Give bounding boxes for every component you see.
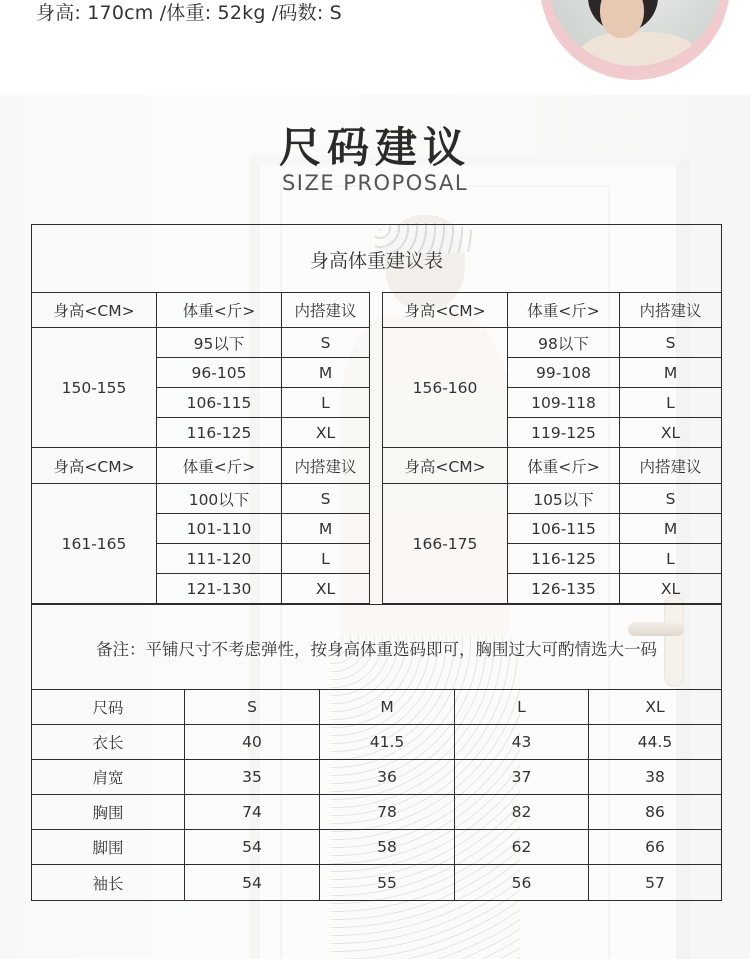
column-header: 身高<CM> — [383, 293, 508, 328]
size-cell: L — [282, 544, 370, 574]
size-cell: S — [620, 328, 722, 358]
table-row — [32, 484, 370, 514]
table-row — [383, 484, 722, 514]
measurement-value: 86 — [589, 795, 722, 830]
garment-size-table — [31, 689, 722, 901]
table-row — [32, 328, 370, 358]
table-header-row — [383, 448, 722, 484]
measurement-value: 74 — [185, 795, 320, 830]
column-header: 体重<斤> — [157, 448, 282, 484]
measurement-label: 衣长 — [32, 725, 185, 760]
height-range-cell: 156-160 — [383, 328, 508, 448]
column-header: 体重<斤> — [157, 293, 282, 328]
height-weight-table-right — [382, 292, 722, 604]
size-cell: XL — [620, 574, 722, 604]
size-cell: L — [620, 388, 722, 418]
column-header: 尺码 — [32, 690, 185, 725]
measurement-value: 38 — [589, 760, 722, 795]
weight-cell: 111-120 — [157, 544, 282, 574]
measurement-value: 35 — [185, 760, 320, 795]
column-header: 身高<CM> — [32, 293, 157, 328]
section-title: 尺码建议 — [278, 123, 471, 172]
column-header: XL — [589, 690, 722, 725]
table-header-row — [383, 293, 722, 328]
weight-cell: 100以下 — [157, 484, 282, 514]
measurement-value: 55 — [320, 865, 455, 901]
model-info: 身高: 170cm /体重: 52kg /码数: S — [36, 2, 342, 24]
size-cell: S — [282, 484, 370, 514]
table-header-row — [32, 293, 370, 328]
weight-cell: 98以下 — [508, 328, 620, 358]
height-range-cell: 166-175 — [383, 484, 508, 604]
weight-cell: 116-125 — [508, 544, 620, 574]
section-subtitle: SIZE PROPOSAL — [281, 171, 469, 195]
weight-cell: 105以下 — [508, 484, 620, 514]
column-header: 身高<CM> — [32, 448, 157, 484]
table-row — [32, 865, 722, 901]
height-weight-table-left — [31, 292, 370, 604]
measurement-value: 57 — [589, 865, 722, 901]
measurement-value: 41.5 — [320, 725, 455, 760]
measurement-value: 54 — [185, 865, 320, 901]
table-row — [32, 760, 722, 795]
height-weight-table-title: 身高体重建议表 — [31, 224, 722, 293]
column-header: 体重<斤> — [508, 293, 620, 328]
measurement-value: 54 — [185, 830, 320, 865]
weight-cell: 109-118 — [508, 388, 620, 418]
measurement-label: 肩宽 — [32, 760, 185, 795]
measurement-value: 78 — [320, 795, 455, 830]
table-row — [32, 725, 722, 760]
weight-cell: 96-105 — [157, 358, 282, 388]
weight-cell: 119-125 — [508, 418, 620, 448]
sizing-note: 备注：平铺尺寸不考虑弹性，按身高体重选码即可，胸围过大可酌情选大一码 — [31, 604, 722, 690]
measurement-value: 36 — [320, 760, 455, 795]
column-header: 体重<斤> — [508, 448, 620, 484]
table-header-row — [32, 690, 722, 725]
weight-cell: 106-115 — [157, 388, 282, 418]
measurement-value: 40 — [185, 725, 320, 760]
size-cell: XL — [282, 574, 370, 604]
table-row — [32, 795, 722, 830]
column-header: S — [185, 690, 320, 725]
size-cell: M — [620, 514, 722, 544]
size-cell: M — [282, 514, 370, 544]
size-cell: XL — [282, 418, 370, 448]
table-row — [383, 328, 722, 358]
weight-cell: 106-115 — [508, 514, 620, 544]
size-cell: L — [620, 544, 722, 574]
weight-cell: 126-135 — [508, 574, 620, 604]
weight-cell: 121-130 — [157, 574, 282, 604]
column-header: 内搭建议 — [282, 448, 370, 484]
weight-cell: 116-125 — [157, 418, 282, 448]
measurement-value: 44.5 — [589, 725, 722, 760]
size-cell: M — [282, 358, 370, 388]
column-header: M — [320, 690, 455, 725]
column-header: 内搭建议 — [282, 293, 370, 328]
top-strip — [0, 0, 750, 95]
size-cell: M — [620, 358, 722, 388]
height-range-cell: 150-155 — [32, 328, 157, 448]
table-row — [32, 830, 722, 865]
measurement-value: 43 — [455, 725, 589, 760]
measurement-value: 58 — [320, 830, 455, 865]
weight-cell: 95以下 — [157, 328, 282, 358]
avatar-body — [578, 32, 698, 66]
size-cell: S — [282, 328, 370, 358]
measurement-value: 82 — [455, 795, 589, 830]
column-header: 内搭建议 — [620, 448, 722, 484]
measurement-label: 脚围 — [32, 830, 185, 865]
measurement-value: 37 — [455, 760, 589, 795]
weight-cell: 99-108 — [508, 358, 620, 388]
measurement-value: 62 — [455, 830, 589, 865]
column-header: 身高<CM> — [383, 448, 508, 484]
size-cell: XL — [620, 418, 722, 448]
measurement-value: 56 — [455, 865, 589, 901]
size-cell: L — [282, 388, 370, 418]
height-range-cell: 161-165 — [32, 484, 157, 604]
table-header-row — [32, 448, 370, 484]
measurement-label: 胸围 — [32, 795, 185, 830]
measurement-label: 袖长 — [32, 865, 185, 901]
column-header: 内搭建议 — [620, 293, 722, 328]
weight-cell: 101-110 — [157, 514, 282, 544]
measurement-value: 66 — [589, 830, 722, 865]
size-cell: S — [620, 484, 722, 514]
column-header: L — [455, 690, 589, 725]
